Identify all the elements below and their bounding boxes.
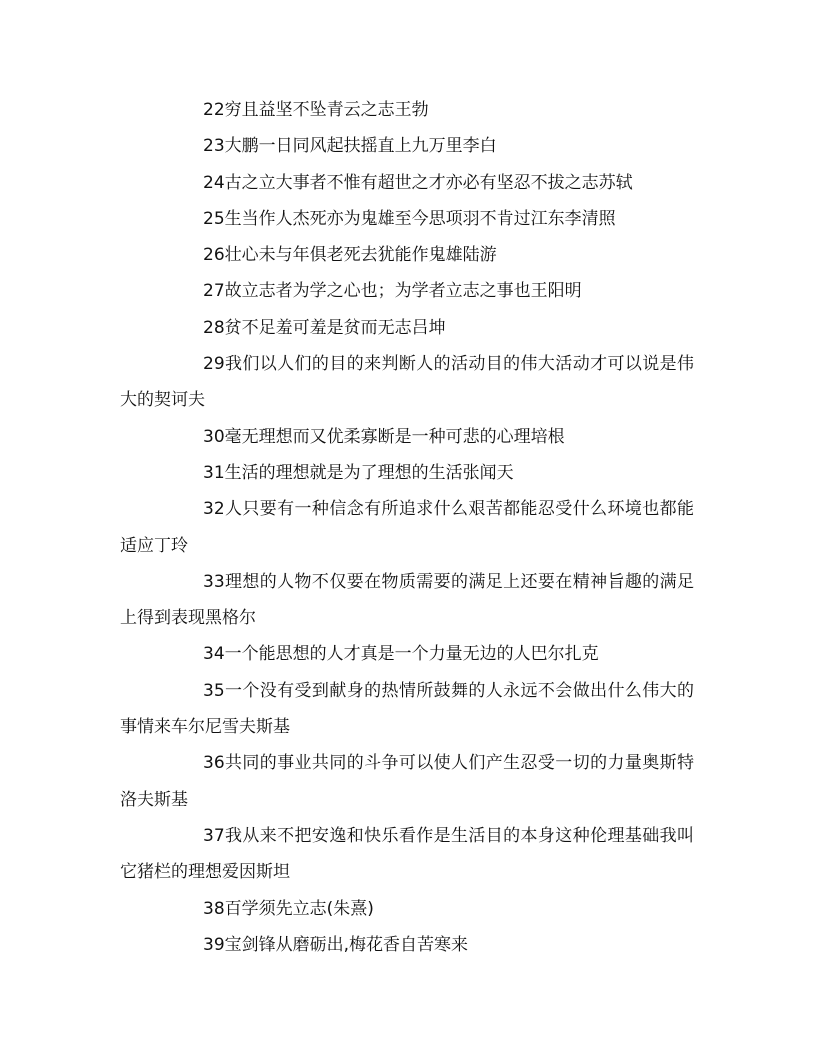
quote-paragraph: 31生活的理想就是为了理想的生活张闻天 <box>203 462 514 483</box>
quote-paragraph: 25生当作人杰死亦为鬼雄至今思项羽不肯过江东李清照 <box>203 208 616 229</box>
quote-paragraph: 27故立志者为学之心也；为学者立志之事也王阳明 <box>203 281 582 302</box>
quote-paragraph: 36共同的事业共同的斗争可以使人们产生忍受一切的力量奥斯特洛夫斯基 <box>120 753 694 810</box>
quote-paragraph: 23大鹏一日同风起扶摇直上九万里李白 <box>203 136 497 157</box>
quote-paragraph: 32人只要有一种信念有所追求什么艰苦都能忍受什么环境也都能适应丁玲 <box>120 499 694 556</box>
quote-paragraph: 35一个没有受到献身的热情所鼓舞的人永远不会做出什么伟大的事情来车尔尼雪夫斯基 <box>120 680 694 738</box>
quote-paragraph: 24古之立大事者不惟有超世之才亦必有坚忍不拔之志苏轼 <box>203 172 633 193</box>
quote-paragraph: 29我们以人们的目的来判断人的活动目的伟大活动才可以说是伟大的契诃夫 <box>120 354 694 411</box>
quote-paragraph: 34一个能思想的人才真是一个力量无边的人巴尔扎克 <box>203 644 599 665</box>
quote-paragraph: 37我从来不把安逸和快乐看作是生活目的本身这种伦理基础我叫它猪栏的理想爱因斯坦 <box>120 825 694 883</box>
quote-paragraph: 39宝剑锋从磨砺出,梅花香自苦寒来 <box>203 934 469 955</box>
quote-list <box>120 92 694 963</box>
quote-paragraph: 30毫无理想而又优柔寡断是一种可悲的心理培根 <box>203 426 565 447</box>
quote-paragraph: 22穷且益坚不坠青云之志王勃 <box>203 100 429 120</box>
quote-paragraph: 33理想的人物不仅要在物质需要的满足上还要在精神旨趣的满足上得到表现黑格尔 <box>120 571 694 629</box>
quote-paragraph: 38百学须先立志(朱熹) <box>203 898 374 919</box>
quote-paragraph: 26壮心未与年俱老死去犹能作鬼雄陆游 <box>203 245 497 266</box>
quote-paragraph: 28贫不足羞可羞是贫而无志吕坤 <box>203 317 446 338</box>
